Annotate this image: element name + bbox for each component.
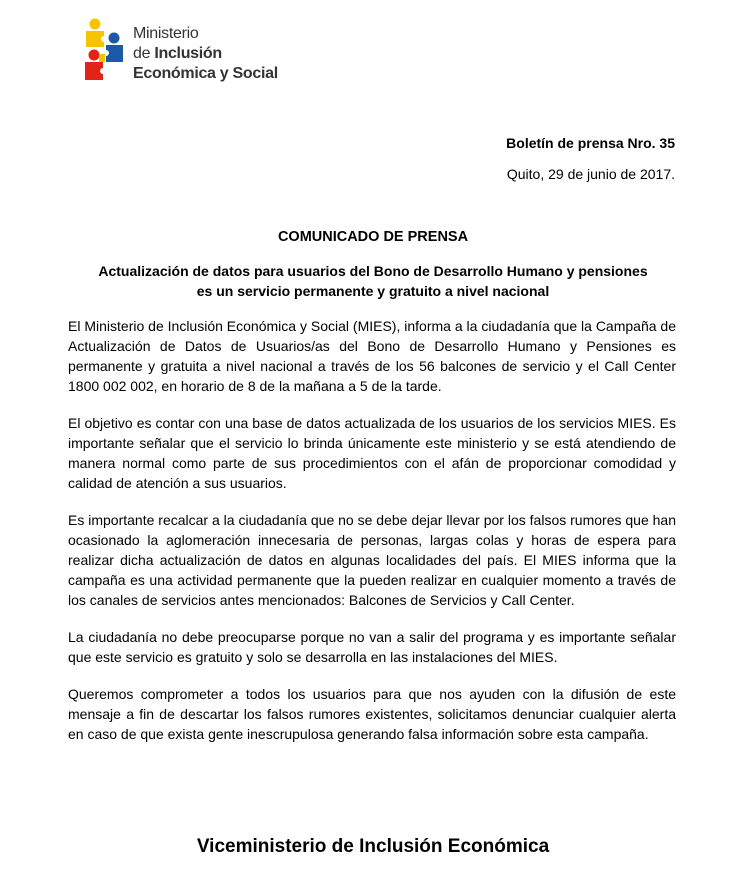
puzzle-figures-icon (84, 16, 132, 84)
footer-signature: Viceministerio de Inclusión Económica (196, 836, 550, 857)
logo-line-1: Ministerio (133, 25, 199, 42)
body-text (68, 316, 676, 761)
logo-line-2-bold: Inclusión (154, 45, 222, 62)
paragraph-3: Es importante recalcar a la ciudadanía que no se debe dejar llevar por los falsos rumores que han ocasionado la aglomeración innecesaria de personas, largas colas y horas de espera para realizar dicha actualización de datos en algunas localidades del país. El MIES informa que la campaña es una actividad permanente que la pueden realizar en cualquier momento a través de los canales de servicios antes mencionados: Balcones de Servicios y Call Center. (68, 512, 676, 608)
paragraph-2: El objetivo es contar con una base de datos actualizada de los usuarios de los servicios MIES. Es importante señalar que el servicio lo brinda únicamente este ministerio y se está atendiendo de manera normal como parte de sus procedimientos con el afán de proporcionar comodidad y calidad de atención a sus usuarios. (68, 415, 676, 491)
headline-line-2: es un servicio permanente y gratuito a nivel nacional (196, 283, 550, 299)
headline (66, 261, 680, 301)
logo-line-3: Económica y Social (133, 65, 278, 82)
document-title: COMUNICADO DE PRENSA (277, 229, 469, 245)
bulletin-number: Boletín de prensa Nro. 35 (506, 135, 675, 151)
ministry-logo (84, 16, 294, 88)
paragraph-5: Queremos comprometer a todos los usuarios para que nos ayuden con la difusión de este mensaje a fin de descartar los falsos rumores existentes, solicitamos denunciar cualquier alerta en caso de que exista gente inescrupulosa generando falsa información sobre esta campaña. (68, 686, 676, 742)
dateline: Quito, 29 de junio de 2017. (506, 166, 675, 182)
logo-line-2 (133, 44, 278, 64)
paragraph-4: La ciudadanía no debe preocuparse porque no van a salir del programa y es importante señalar que este servicio es gratuito y solo se desarrolla en las instalaciones del MIES. (68, 629, 676, 665)
paragraph-1: El Ministerio de Inclusión Económica y Social (MIES), informa a la ciudadanía que la Campaña de Actualización de Datos de Usuarios/as del Bono de Desarrollo Humano y Pensiones es permanente y gratuita a nivel nacional a través de los 56 balcones de servicio y el Call Center 1800 002 002, en horario de 8 de la mañana a 5 de la tarde. (68, 318, 676, 394)
logo-line-2-prefix: de (133, 45, 155, 62)
headline-line-1: Actualización de datos para usuarios del Bono de Desarrollo Humano y pensiones (98, 263, 648, 279)
logo-wordmark (133, 24, 278, 84)
